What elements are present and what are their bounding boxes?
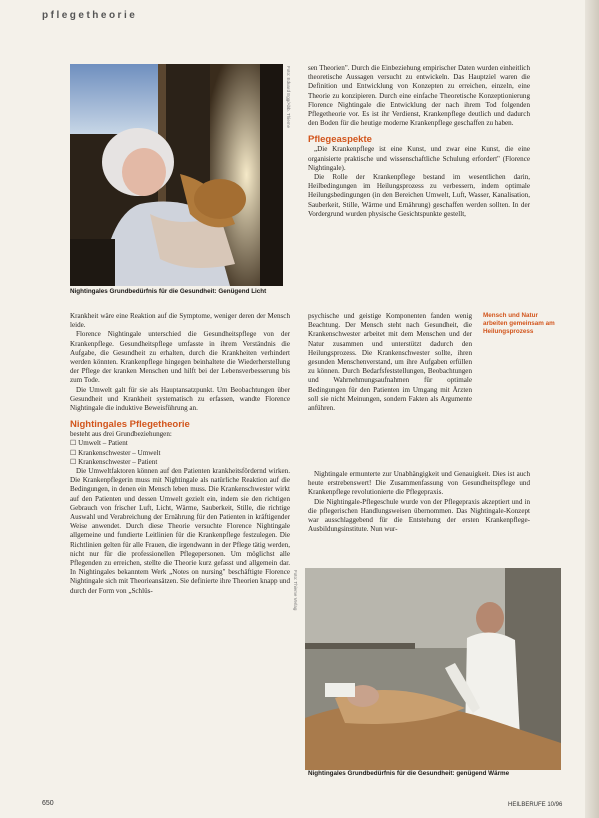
photo1-caption: Nightingales Grundbedürfnis für die Gesundheit: Genügend Licht: [70, 288, 267, 295]
paragraph: sen Theorien". Durch die Einbeziehung empirischer Daten wurden einheitlich theoretische Aussagen versucht zu entwickeln. Das Hauptziel waren die Definition und Entwicklung von Konzepten zu erreichen, einzeln, eine Theorie zu konzipieren. Durch eine einfache Theoretische Konzeptionierung Florence Nightingale die Entwicklung der nach ihrem Tod folgenden Pflegetheorie vor. Es ist ihr Verdienst, Krankenpflege deutlich und dadurch den Boden für die heutige moderne Krankenpflege geschaffen zu haben.: [308, 64, 530, 128]
list-item: ☐ Umwelt – Patient: [70, 439, 128, 448]
paragraph: Die Umweltfaktoren können auf den Patienten krankheitsfördernd wirken. Die Krankenpflegerin muss mit Nightingale als natürliche Reaktion auf die Bedingungen, in denen ein Mensch leben muss. Die Krankenschwester wirkt auf den Patienten und dessen Umwelt gezielt ein, indem sie den richtigen Gebrauch von frischer Luft, Licht, Wärme, Sauberkeit, Stille, die richtige Auswahl und Verabreichung der Ernährung für den Patienten in kräftigender Weise anwendet. Durch diese Theorie versuchte Florence Nightingale allgemeine und fundierte Leitlinien für die Krankenpflege festzulegen. Die Richtlinien gelten für alle Frauen, die irgendwann in der Pflege tätig werden, nicht nur für die professionellen Pflegepersonen. Um möglichst alle Pflegenden zu erreichen, stellte die Theorie kurz gefasst und allgemein dar. In Nightingales bekanntem Werk „Notes on nursing" beschäftigte Florence Nightingale sich mit Theorieansätzen. Sie definierte ihre Theorien knapp und durch der Form von „Schlüs-: [70, 467, 290, 595]
relationship-list: [70, 439, 290, 467]
paragraph: Florence Nightingale unterschied die Gesundheitspflege von der Krankenpflege. Gesundheitspflege umfasste in ihrem Verständnis die Aufgabe, die Gesundheit zu erhalten, durch die Krankheiten verhindert werden könnten. Krankenpflege hingegen beinhaltete die Wiederherstellung der Pflege der kranken Menschen und hilft bei der Lebensverbesserung bis zum Tode.: [70, 330, 290, 385]
list-item: ☐ Krankenschwester – Patient: [70, 457, 158, 466]
paragraph: Die Nightingale-Pflegeschule wurde von der Pflegepraxis akzeptiert und in die pflegerischen Handlungsweisen übernommen. Das Nightingale-Konzept war ausschlaggebend für die Entstehung der ersten Krankenpflege-Ausbildungsinstitute. Nun wur-: [308, 497, 530, 534]
section-heading: Nightingales Pflegetheorie: [70, 419, 190, 431]
photo-illustration: [305, 568, 561, 770]
column-2-top: [308, 64, 530, 219]
photo2-credit: Foto: Thieme Verlag: [293, 570, 298, 611]
photo-nurse-bedside: [305, 568, 561, 770]
journal-footer: HEILBERUFE 10/96: [508, 802, 563, 808]
paragraph: Die Umwelt galt für sie als Hauptansatzpunkt. Um Beobachtungen über Gesundheit und Krankheit systematisch zu erfassen, wandte Florence Nightingale die induktive Beweisführung an.: [70, 385, 290, 413]
paragraph: Nightingale ermunterte zur Unabhängigkeit und Genauigkeit. Dies ist auch heute erstrebenswert! Die Zusammenfassung von Gesundheitspflege und Krankenpflege revolutionierte die Pflegepraxis.: [308, 470, 530, 497]
section-header: pflegetheorie: [42, 10, 138, 21]
next-page-edge: [585, 0, 599, 818]
section-heading: Pflegeaspekte: [308, 134, 372, 146]
paragraph: „Die Krankenpflege ist eine Kunst, und zwar eine Kunst, die eine organisierte praktische und wissenschaftliche Schulung erfordert" (Florence Nightingale).: [308, 145, 530, 172]
photo1-credit: Foto: Eduard Egg/Abb. Thieme: [286, 66, 291, 128]
page-number: 650: [42, 800, 54, 807]
paragraph: psychische und geistige Komponenten fanden wenig Beachtung. Der Mensch steht nach Gesundheit, die Krankenschwester arbeitet mit dem Menschen und der Natur zusammen und unterstützt dadurch den Heilungsprozess. Die Krankenschwester sollte, ihren gesunden Menschenverstand, um ihre Aufgaben erfüllen zu können. Durch Bedarfsfeststellungen, Beobachtungen und Wahrnehmungsaufnahmen für optimale Bedingungen für den Patienten im Umgang mit Ärzten soll sie nicht Meinungen, sondern Fakten als Argumente anführen.: [308, 312, 472, 413]
column-1: [70, 312, 290, 596]
margin-heading: Mensch und Natur arbeiten gemeinsam am Heilungsprozess: [483, 312, 555, 335]
column-2-bottom: [308, 470, 530, 534]
paragraph: Die Rolle der Krankenpflege bestand im wesentlichen darin, Heilbedingungen im Heilungsprozess zu verbessern, indem optimale Heilungsbedingungen (in den Bereichen Umwelt, Luft, Wasser, Kanalisation, Sauberkeit, Stille, Wärme und Ernährung) geschaffen werden sollten. In der Vordergrund wurden physische Gesichtspunkte gestellt,: [308, 173, 530, 218]
photo-illustration: [70, 64, 283, 286]
photo2-caption: Nightingales Grundbedürfnis für die Gesundheit: genügend Wärme: [308, 770, 510, 777]
paragraph: Krankheit wäre eine Reaktion auf die Symptome, weniger deren der Mensch leide.: [70, 312, 290, 330]
column-2-narrow: [308, 312, 472, 413]
paragraph: besteht aus drei Grundbeziehungen:: [70, 430, 172, 439]
list-item: ☐ Krankenschwester – Umwelt: [70, 448, 161, 457]
photo-elderly-woman-window: [70, 64, 283, 286]
